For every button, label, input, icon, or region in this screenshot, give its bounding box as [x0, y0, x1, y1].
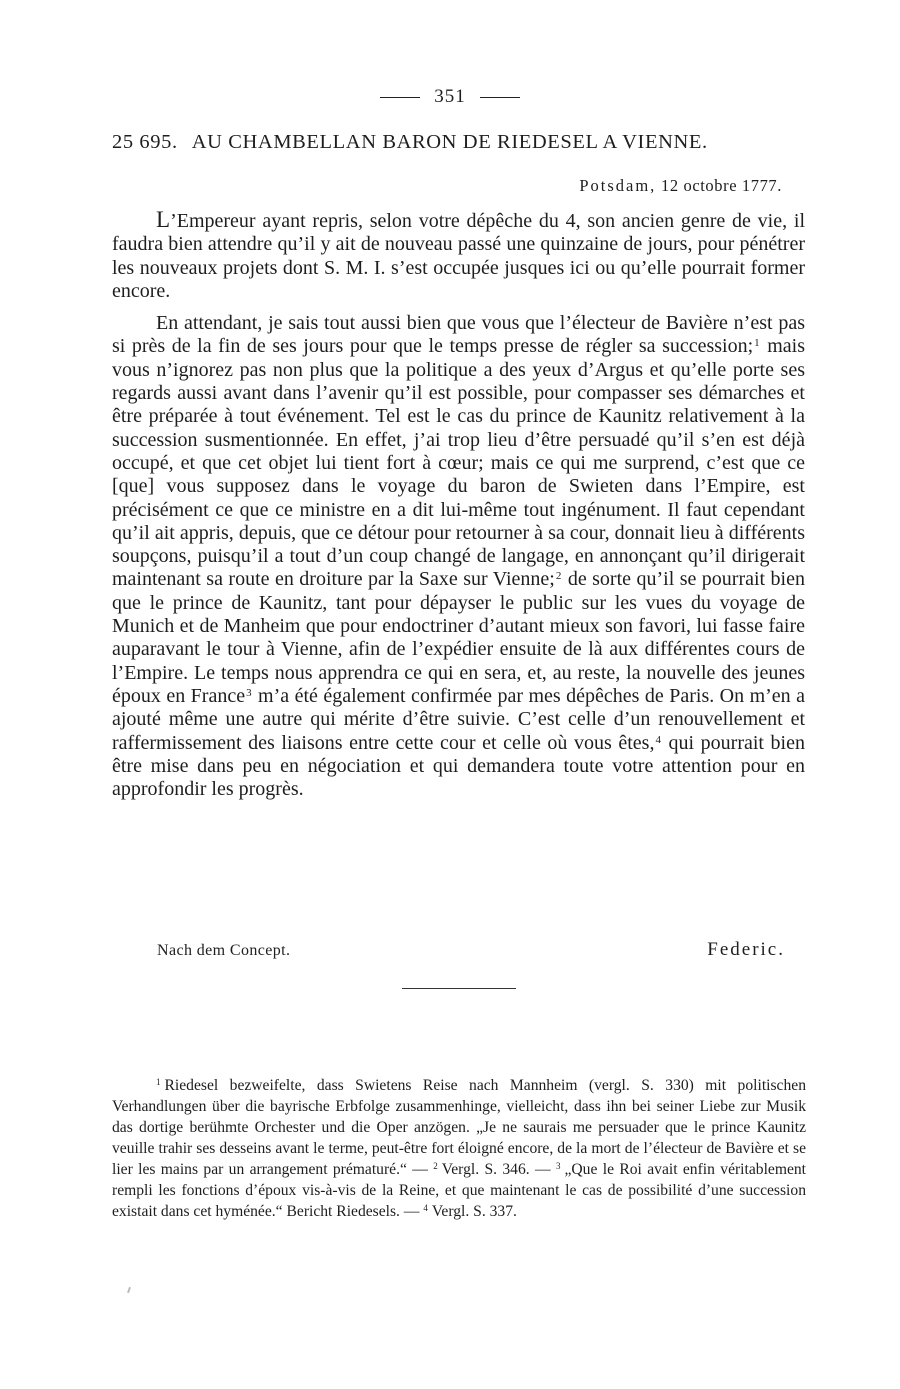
footnote-4-text: Vergl. S. 337.: [431, 1203, 517, 1220]
footnote-1-text: Riedesel bezweifelte, dass Swietens Reise nach Mannheim (vergl. S. 330) mit politischen Verhandlungen über die bayrische Erbfolge zusammenhinge, vielleicht, dass ihn bei seiner Liebe zur Musik das dortige berühmte Orchester und die Oper anzögen. „Je ne saurais me persuader que le prince Kaunitz veuille trahir ses desseins avant le terme, peut-être fort éloigné encore, de la mort de l’électeur de Bavière et se lier les mains par un arrangement prématuré.“ —: [112, 1077, 806, 1178]
paragraph-2: [112, 312, 805, 801]
letter-body: [112, 208, 805, 810]
initial-letter: L: [156, 207, 171, 232]
footnote-ref-4: 4: [655, 733, 661, 746]
footnote-ref-3: 3: [246, 686, 252, 699]
paragraph-1: [112, 208, 805, 303]
letter-title: AU CHAMBELLAN BARON DE RIEDESEL A VIENNE.: [191, 131, 708, 153]
paragraph-2-part-d: m’a été également confirmée par mes dépêches de Paris. On m’en a ajouté même une autre qui mérite d’être suivie. C’est celle d’un renouvellement et raffermissement des liaisons entre cette cour et celle où vous êtes,: [112, 684, 805, 754]
letter-heading: [112, 131, 812, 154]
paragraph-2-part-a: En attendant, je sais tout aussi bien que vous que l’électeur de Bavière n’est pas si près de la fin de ses jours pour que le temps presse de régler sa succession;: [112, 312, 805, 358]
paragraph-1-text: ’Empereur ayant repris, selon votre dépêche du 4, son ancien genre de vie, il faudra bien attendre qu’il y ait de nouveau passé une quinzaine de jours, pour pénétrer les nouveaux projets dont S. M. I. s’est occupée jusques ici ou qu’elle pourrait former encore.: [112, 210, 805, 302]
header-rule-left: [380, 97, 420, 98]
closing: [157, 939, 785, 965]
footnote-marker-3: 3: [555, 1161, 561, 1171]
footnotes: [112, 1075, 806, 1222]
paragraph-2-part-e: qui pourrait bien être mise dans peu en négociation et qui demandera toute votre attention pour en approfondir les progrès.: [112, 731, 805, 801]
scan-speck: [127, 1287, 131, 1293]
section-divider: [402, 988, 516, 989]
dateline-date: 12 octobre 1777.: [661, 176, 782, 195]
footnote-marker-1: 1: [156, 1077, 161, 1087]
footnote-marker-2: 2: [433, 1161, 438, 1171]
source-note: Nach dem Concept.: [157, 942, 291, 959]
paragraph-2-part-b: mais vous n’ignorez pas non plus que la politique a des yeux d’Argus et qu’elle porte ses regards aussi avant dans l’avenir qu’il est possible, pour compasser ses démarches et être préparée à tout événement. Tel est le cas du prince de Kaunitz relativement à la succession susmentionnée. En effet, j’ai trop lieu d’être persuadé qu’il s’en est déjà occupé, et que cet objet lui tient fort à cœur; mais ce qui me surprend, c’est que ce [que] vous supposez dans le voyage du baron de Swieten dans l’Empire, est précisément ce que ce ministre en a dit lui-même tout ingénument. Il faut cependant qu’il ait appris, depuis, que ce détour pour retourner à sa cour, donnait lieu à différents soupçons, puisqu’il a tout d’un coup changé de langage, en annonçant qu’il dirigerait maintenant sa route en droiture par la Saxe sur Vienne;: [112, 335, 805, 591]
footnote-ref-2: 2: [555, 570, 562, 583]
footnote-2-text: Vergl. S. 346. —: [441, 1161, 551, 1178]
footnote-3-text: „Que le Roi avait enfin véritablement rempli les fonctions d’époux vis-à-vis de la Reine, et que maintenant le cas de possibilité d’une succession existait dans cet hyménée.“ Bericht Riedesels. —: [112, 1161, 806, 1220]
footnote-block: [112, 1075, 806, 1222]
paragraph-2-part-c: de sorte qu’il se pourrait bien que le prince de Kaunitz, tant pour dépayser le public sur les vues du voyage de Munich et de Manheim que pour endoctriner d’autant mieux son favori, lui fasse faire auparavant le tour à Vienne, afin de l’expédier ensuite de là aux différentes cours de l’Empire. Le temps nous apprendra ce qui en sera, et, au reste, la nouvelle des jeunes époux en France: [112, 568, 805, 707]
dateline-place: Potsdam,: [579, 176, 657, 195]
letter-number: 25 695.: [112, 131, 178, 153]
header-rule-right: [480, 97, 520, 98]
signature: Federic.: [707, 939, 785, 960]
page-header: [0, 86, 900, 108]
dateline: [579, 176, 782, 196]
footnote-ref-1: 1: [754, 337, 760, 350]
footnote-marker-4: 4: [423, 1203, 428, 1213]
page-number: 351: [434, 86, 466, 107]
